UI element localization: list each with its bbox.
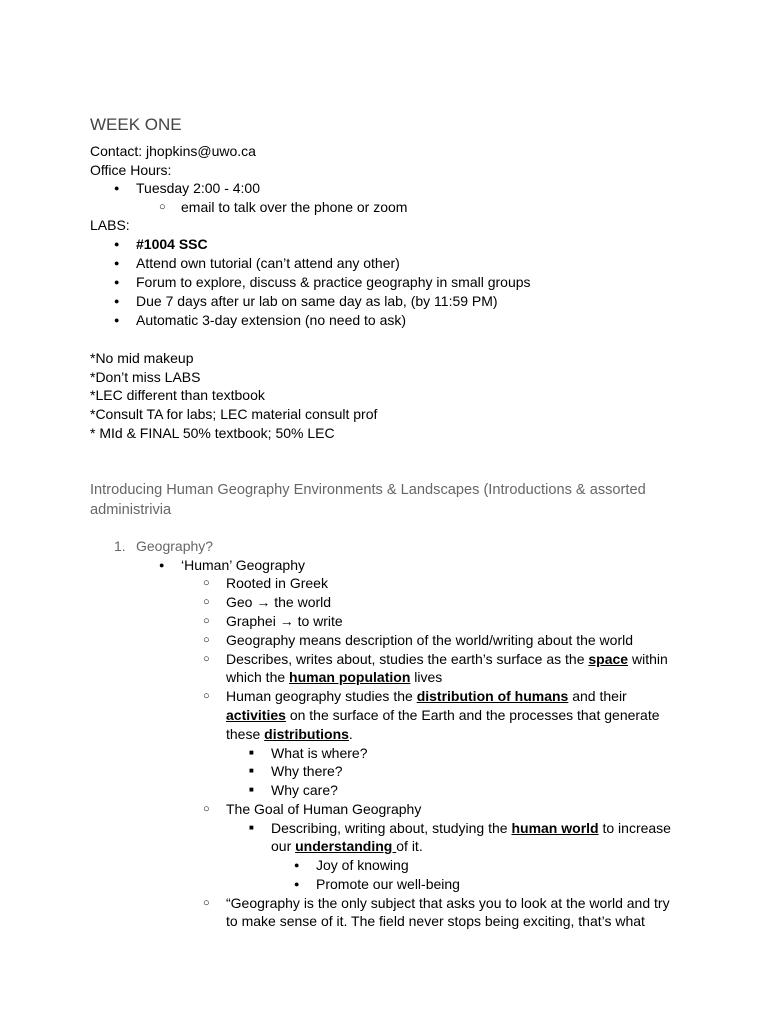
text-run: to increase [598,820,671,836]
list-item-continuation [226,706,660,724]
lab-item: Due 7 days after ur lab on same day as lab, (by 11:59 PM) [136,293,498,309]
note-line: *No mid makeup [90,350,194,366]
section-heading: Introducing Human Geography Environments & Landscapes (Introductions & assorted administrivia [90,482,646,518]
bullet-circle-icon: ○ [203,690,210,702]
lab-item: Forum to explore, discuss & practice geography in small groups [136,274,531,290]
keyword: space [588,651,629,667]
list-item: Joy of knowing [316,857,409,873]
note-line: *Don’t miss LABS [90,369,201,385]
bullet-dot-icon: ● [159,560,165,570]
text-run: . [348,726,353,742]
note-line: *LEC different than textbook [90,387,265,403]
page-title: WEEK ONE [90,115,182,134]
quote-line: to make sense of it. The field never stops being exciting, that’s what [226,913,645,929]
note-line: *Consult TA for labs; LEC material consult prof [90,406,378,422]
keyword: human world [511,820,599,836]
note-line: * MId & FINAL 50% textbook; 50% LEC [90,425,335,441]
bullet-dot-icon: ● [294,860,300,870]
bullet-circle-icon: ○ [203,596,210,608]
bullet-circle-icon: ○ [203,897,210,909]
bullet-square-icon: ■ [249,748,254,757]
list-item: Geography means description of the world/writing about the world [226,632,633,648]
bullet-dot-icon: ● [114,315,120,325]
text-run: our [271,838,296,854]
question-item: What is where? [271,745,368,761]
lab-item: #1004 SSC [136,236,208,252]
bullet-dot-icon: ● [114,296,120,306]
bullet-square-icon: ■ [249,823,254,832]
bullet-dot-icon: ● [294,879,300,889]
bullet-square-icon: ■ [249,766,254,775]
labs-label: LABS: [90,217,130,233]
bullet-dot-icon: ● [114,183,120,193]
list-item [226,687,627,705]
lab-item: Attend own tutorial (can’t attend any other) [136,255,400,271]
list-item-continuation [271,837,423,855]
keyword: distributions [264,726,349,742]
bullet-circle-icon: ○ [203,653,210,665]
keyword: human population [289,669,411,685]
text-run: Describing, writing about, studying the [271,820,512,836]
list-item: The Goal of Human Geography [226,801,422,817]
lab-item: Automatic 3-day extension (no need to ask) [136,312,407,328]
bullet-circle-icon: ○ [159,201,166,213]
text-run: Human geography studies the [226,688,417,704]
subheading: ‘Human’ Geography [181,557,305,573]
bullet-dot-icon: ● [114,239,120,249]
text-run: which the [226,669,290,685]
list-item: Rooted in Greek [226,575,328,591]
keyword: understanding [295,838,397,854]
bullet-dot-icon: ● [114,258,120,268]
list-item [271,819,671,837]
bullet-circle-icon: ○ [203,615,210,627]
contact-line: Contact: jhopkins@uwo.ca [90,143,256,159]
office-note: email to talk over the phone or zoom [181,199,408,215]
list-item-heading: Geography? [136,538,214,554]
bullet-dot-icon: ● [114,277,120,287]
text-run: on the surface of the Earth and the processes that generate [285,707,660,723]
bullet-square-icon: ■ [249,785,254,794]
quote-line: “Geography is the only subject that asks you to look at the world and try [226,895,670,911]
text-run: within [628,651,668,667]
list-item-continuation [226,725,353,743]
list-item: Graphei → to write [226,613,343,629]
bullet-circle-icon: ○ [203,577,210,589]
question-item: Why there? [271,763,343,779]
keyword: activities [226,707,286,723]
list-number: 1. [114,538,126,554]
office-time: Tuesday 2:00 - 4:00 [136,180,261,196]
list-item: Promote our well-being [316,876,460,892]
question-item: Why care? [271,782,338,798]
bullet-circle-icon: ○ [203,634,210,646]
text-run: these [226,726,265,742]
list-item-continuation [226,668,442,686]
text-run: lives [410,669,443,685]
text-run: of it. [396,838,423,854]
list-item: Geo → the world [226,594,332,610]
keyword: distribution of humans [416,688,569,704]
bullet-circle-icon: ○ [203,803,210,815]
office-hours-label: Office Hours: [90,162,172,178]
text-run: and their [568,688,627,704]
text-run: Describes, writes about, studies the earth’s surface as the [226,651,589,667]
list-item [226,650,668,668]
